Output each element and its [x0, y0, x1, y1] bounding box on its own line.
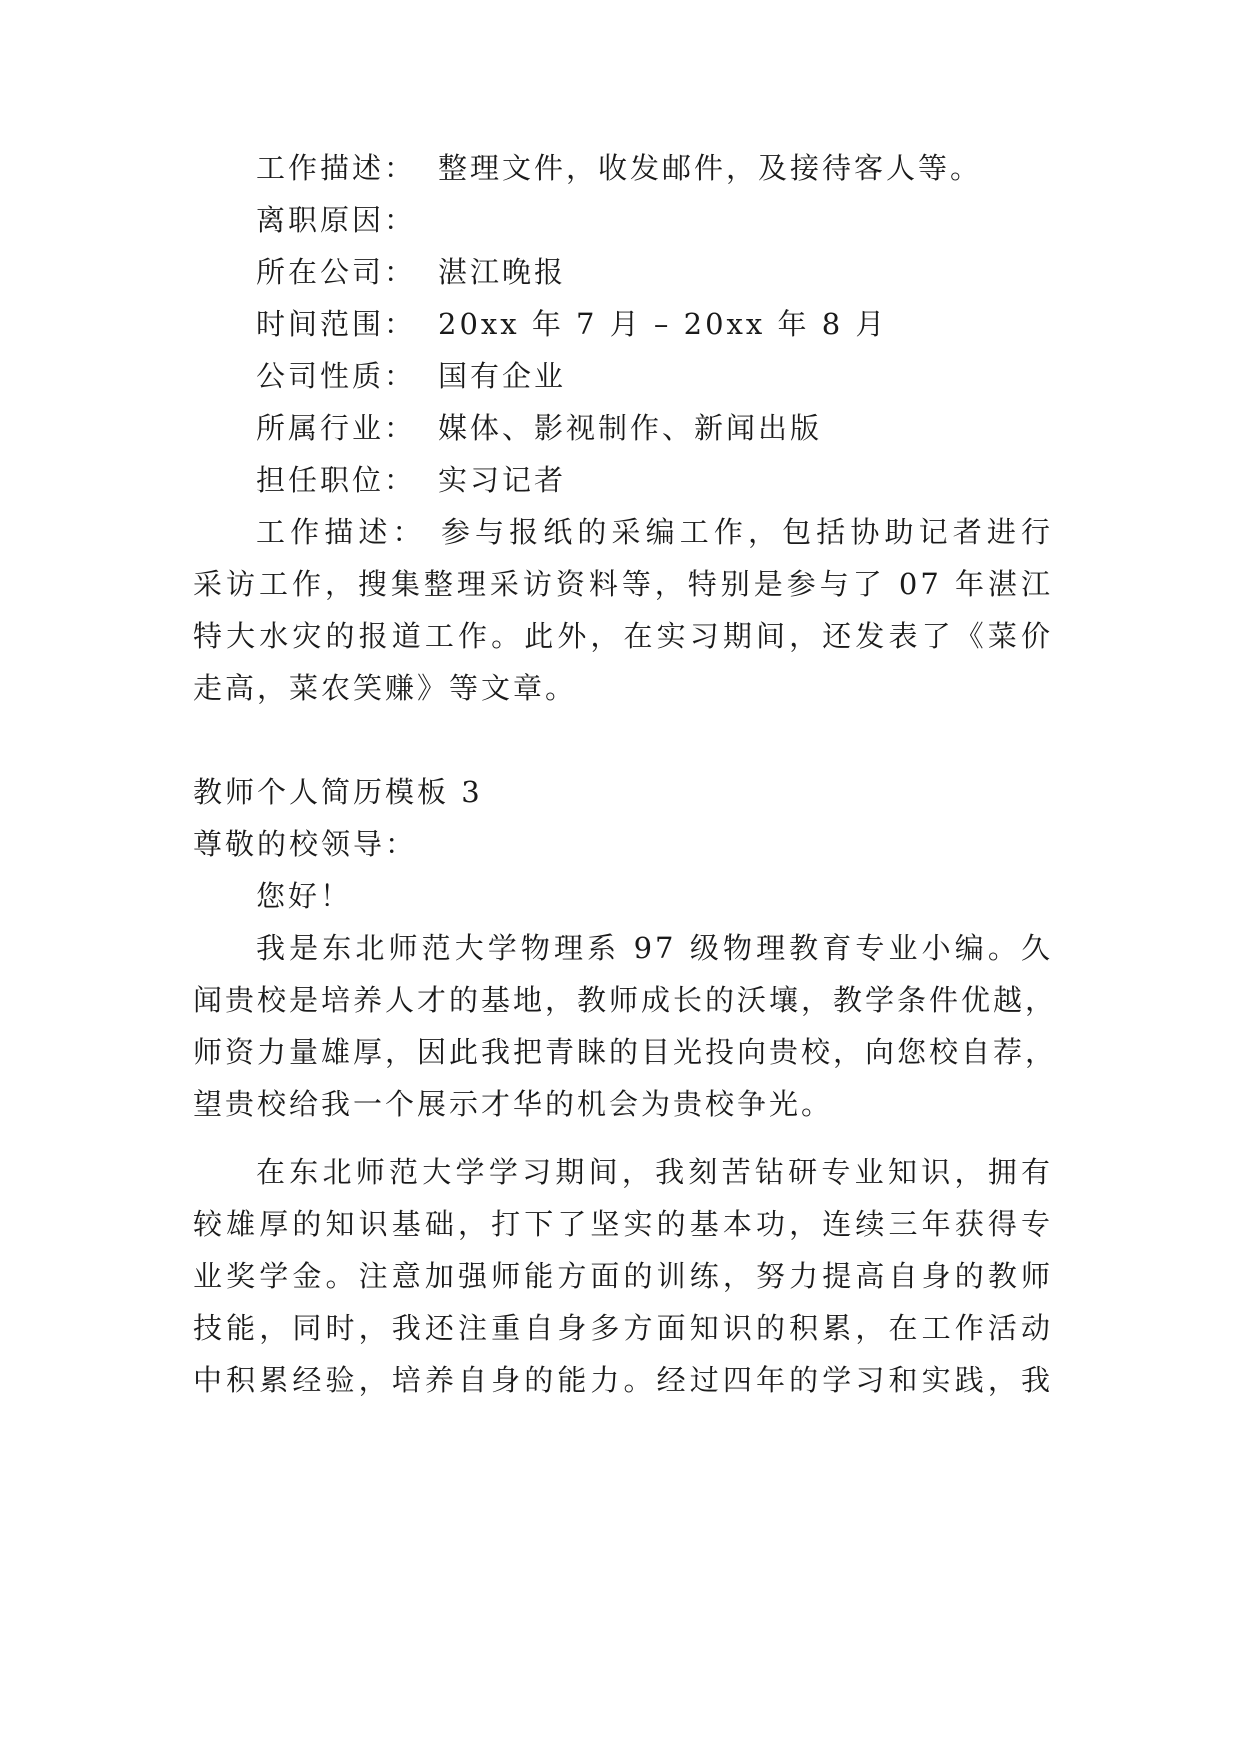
field-value: 20xx 年 7 月 – 20xx 年 8 月	[438, 307, 888, 341]
work-desc-line: 工作描述： 参与报纸的采编工作，包括协助记者进行	[256, 515, 1053, 549]
field-row-work-desc	[256, 139, 1116, 197]
field-row-leave-reason	[256, 191, 1116, 249]
work-desc-line: 走高，菜农笑赚》等文章。	[193, 671, 578, 705]
field-label: 所属行业：	[256, 411, 417, 445]
field-label: 离职原因：	[256, 203, 417, 237]
salutation: 尊敬的校领导：	[193, 827, 418, 861]
paragraph-line: 较雄厚的知识基础，打下了坚实的基本功，连续三年获得专	[193, 1207, 1053, 1241]
field-value: 实习记者	[438, 463, 567, 497]
field-value: 湛江晚报	[438, 255, 567, 289]
field-label: 工作描述：	[256, 151, 417, 185]
paragraph-line: 师资力量雄厚，因此我把青睐的目光投向贵校，向您校自荐，	[193, 1035, 1058, 1069]
field-value: 整理文件，收发邮件，及接待客人等。	[438, 151, 983, 185]
field-row-company-type	[256, 347, 1116, 405]
field-label: 时间范围：	[256, 307, 417, 341]
paragraph-line: 中积累经验，培养自身的能力。经过四年的学习和实践，我	[193, 1363, 1053, 1397]
field-row-industry	[256, 399, 1116, 457]
work-desc-line: 采访工作，搜集整理采访资料等，特别是参与了 07 年湛江	[193, 567, 1053, 601]
paragraph-line: 在东北师范大学学习期间，我刻苦钻研专业知识，拥有	[256, 1155, 1053, 1189]
field-row-company	[256, 243, 1116, 301]
greeting: 您好！	[256, 879, 353, 913]
paragraph-line: 我是东北师范大学物理系 97 级物理教育专业小编。久	[256, 931, 1053, 965]
paragraph-line: 闻贵校是培养人才的基地，教师成长的沃壤，教学条件优越，	[193, 983, 1058, 1017]
field-value: 国有企业	[438, 359, 567, 393]
paragraph-line: 业奖学金。注意加强师能方面的训练，努力提高自身的教师	[193, 1259, 1053, 1293]
field-row-time-range	[256, 295, 1116, 353]
field-label: 公司性质：	[256, 359, 417, 393]
paragraph-line: 技能，同时，我还注重自身多方面知识的积累，在工作活动	[193, 1311, 1053, 1345]
section-title: 教师个人简历模板 3	[193, 775, 483, 809]
field-value: 媒体、影视制作、新闻出版	[438, 411, 823, 445]
field-row-position	[256, 451, 1116, 509]
paragraph-line: 望贵校给我一个展示才华的机会为贵校争光。	[193, 1087, 834, 1121]
work-desc-line: 特大水灾的报道工作。此外，在实习期间，还发表了《菜价	[193, 619, 1053, 653]
field-label: 所在公司：	[256, 255, 417, 289]
field-label: 担任职位：	[256, 463, 417, 497]
